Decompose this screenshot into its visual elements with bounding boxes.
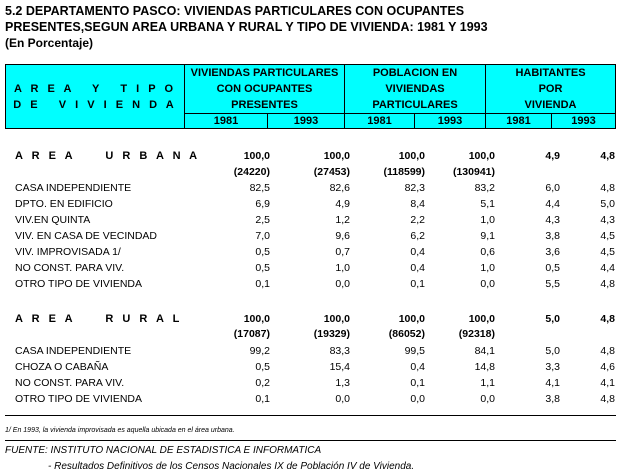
table-cell: 82,6 <box>329 182 350 194</box>
table-row <box>0 246 619 261</box>
year-header: 1981 <box>506 115 531 127</box>
table-cell: 0,5 <box>255 262 270 274</box>
table-cell: 0,6 <box>480 246 495 258</box>
section-row-urbana: A R E A U R B A N A 100,0 100,0 100,0 100,0 4,9 4,8 <box>15 150 615 162</box>
table-row <box>0 361 619 376</box>
row-label: VIV. EN CASA DE VECINDAD <box>15 230 157 242</box>
footnote: 1/ En 1993, la vivienda improvisada es aquella ubicada en el área urbana. <box>5 427 235 434</box>
table-row <box>0 345 619 360</box>
table-cell: 1,2 <box>335 214 350 226</box>
year-header: 1993 <box>437 115 463 127</box>
table-cell: 1,0 <box>480 214 495 226</box>
table-cell: 6,0 <box>545 182 560 194</box>
table-bottom-rule <box>5 415 616 416</box>
table-cell: 4,5 <box>600 230 615 242</box>
row-label: CASA INDEPENDIENTE <box>15 345 132 357</box>
table-row <box>0 278 619 293</box>
table-cell: 82,5 <box>249 182 270 194</box>
table-cell: 1,3 <box>335 377 350 389</box>
table-cell: 9,6 <box>335 230 350 242</box>
stub-header <box>6 65 184 128</box>
table-cell: 0,1 <box>410 278 425 290</box>
table-cell: 4,6 <box>600 361 615 373</box>
row-label: OTRO TIPO DE VIVIENDA <box>15 278 142 290</box>
table-cell: 3,3 <box>545 361 560 373</box>
table-cell: 0,0 <box>335 393 350 405</box>
table-cell: 83,2 <box>474 182 495 194</box>
table-cell: 15,4 <box>329 361 350 373</box>
table-header <box>5 64 616 129</box>
table-cell: 0,2 <box>255 377 270 389</box>
year-header: 1993 <box>293 115 319 127</box>
table-cell: 0,0 <box>480 278 495 290</box>
table-row <box>0 377 619 392</box>
table-cell: 0,0 <box>410 393 425 405</box>
table-cell: 9,1 <box>480 230 495 242</box>
table-cell: 1,0 <box>480 262 495 274</box>
row-label: VIV. IMPROVISADA 1/ <box>15 246 121 258</box>
table-cell: 4,1 <box>600 377 615 389</box>
table-cell: 2,5 <box>255 214 270 226</box>
table-cell: 0,1 <box>410 377 425 389</box>
table-cell: 5,0 <box>545 345 560 357</box>
table-cell: 6,9 <box>255 198 270 210</box>
source-line-1: FUENTE: INSTITUTO NACIONAL DE ESTADISTICA E INFORMATICA <box>5 445 322 456</box>
count-row-rural: (17087) (19329) (86052) (92318) <box>233 328 495 340</box>
table-cell: 4,5 <box>600 246 615 258</box>
table-cell: 7,0 <box>255 230 270 242</box>
year-header: 1981 <box>367 115 392 127</box>
row-label: CASA INDEPENDIENTE <box>15 182 132 194</box>
table-cell: 0,5 <box>545 262 560 274</box>
table-cell: 0,1 <box>255 278 270 290</box>
table-row <box>0 230 619 245</box>
table-row <box>0 182 619 197</box>
year-header: 1981 <box>213 115 239 127</box>
table-cell: 3,8 <box>545 393 560 405</box>
table-cell: 84,1 <box>474 345 495 357</box>
table-cell: 83,3 <box>329 345 350 357</box>
table-cell: 3,6 <box>545 246 560 258</box>
table-cell: 5,5 <box>545 278 560 290</box>
table-cell: 1,0 <box>335 262 350 274</box>
table-cell: 0,4 <box>410 246 425 258</box>
table-cell: 4,9 <box>335 198 350 210</box>
table-title <box>5 3 488 35</box>
row-label: CHOZA O CABAÑA <box>15 361 109 373</box>
table-cell: 0,1 <box>255 393 270 405</box>
row-label: NO CONST. PARA VIV. <box>15 377 125 389</box>
table-cell: 5,1 <box>480 198 495 210</box>
table-cell: 4,8 <box>600 278 615 290</box>
table-cell: 6,2 <box>410 230 425 242</box>
table-cell: 14,8 <box>474 361 495 373</box>
table-cell: 0,0 <box>480 393 495 405</box>
table-cell: 0,5 <box>255 361 270 373</box>
row-label: NO CONST. PARA VIV. <box>15 262 125 274</box>
year-header: 1993 <box>571 115 596 127</box>
table-cell: 3,8 <box>545 230 560 242</box>
group-header-poblacion: POBLACION EN VIVIENDAS PARTICULARES <box>372 67 458 111</box>
source-line-2: - Resultados Definitivos de los Censos Nacionales IX de Población IV de Vivienda. <box>48 461 415 472</box>
table-cell: 2,2 <box>410 214 425 226</box>
table-cell: 4,8 <box>600 345 615 357</box>
table-cell: 0,0 <box>335 278 350 290</box>
table-cell: 99,5 <box>404 345 425 357</box>
table-cell: 99,2 <box>249 345 270 357</box>
table-cell: 4,3 <box>545 214 560 226</box>
table-row <box>0 198 619 213</box>
table-cell: 82,3 <box>404 182 425 194</box>
group-header-viviendas: VIVIENDAS PARTICULARES CON OCUPANTES PRESENTES <box>190 67 339 111</box>
table-row <box>0 393 619 408</box>
title-line-1: 5.2 DEPARTAMENTO PASCO: VIVIENDAS PARTICULARES CON OCUPANTES <box>5 4 465 18</box>
row-label: VIV.EN QUINTA <box>15 214 91 226</box>
table-cell: 0,7 <box>335 246 350 258</box>
stub-header-line-2: D E V I V I E N D A <box>13 98 177 111</box>
row-label: OTRO TIPO DE VIVIENDA <box>15 393 142 405</box>
table-cell: 4,3 <box>600 214 615 226</box>
stub-header-line-1: A R E A Y T I P O <box>13 82 176 95</box>
title-line-2: PRESENTES,SEGUN AREA URBANA Y RURAL Y TIPO DE VIVIENDA: 1981 Y 1993 <box>5 20 488 34</box>
table-cell: 0,4 <box>410 262 425 274</box>
table-cell: 0,5 <box>255 246 270 258</box>
table-cell: 4,8 <box>600 182 615 194</box>
table-cell: 4,8 <box>600 393 615 405</box>
section-row-rural: A R E A R U R A L 100,0 100,0 100,0 100,0 5,0 4,8 <box>15 313 615 325</box>
table-cell: 8,4 <box>410 198 425 210</box>
table-cell: 4,1 <box>545 377 560 389</box>
table-cell: 0,4 <box>410 361 425 373</box>
unit-note: (En Porcentaje) <box>5 36 94 50</box>
count-row-urbana: (24220) (27453) (118599) (130941) <box>233 166 495 178</box>
table-cell: 5,0 <box>600 198 615 210</box>
footnote-rule <box>5 440 616 441</box>
group-header-habitantes: HABITANTES POR VIVIENDA <box>515 67 586 111</box>
table-cell: 1,1 <box>480 377 495 389</box>
table-row <box>0 214 619 229</box>
row-label: DPTO. EN EDIFICIO <box>15 198 113 210</box>
table-cell: 4,4 <box>600 262 615 274</box>
table-cell: 4,4 <box>545 198 560 210</box>
table-row <box>0 262 619 277</box>
